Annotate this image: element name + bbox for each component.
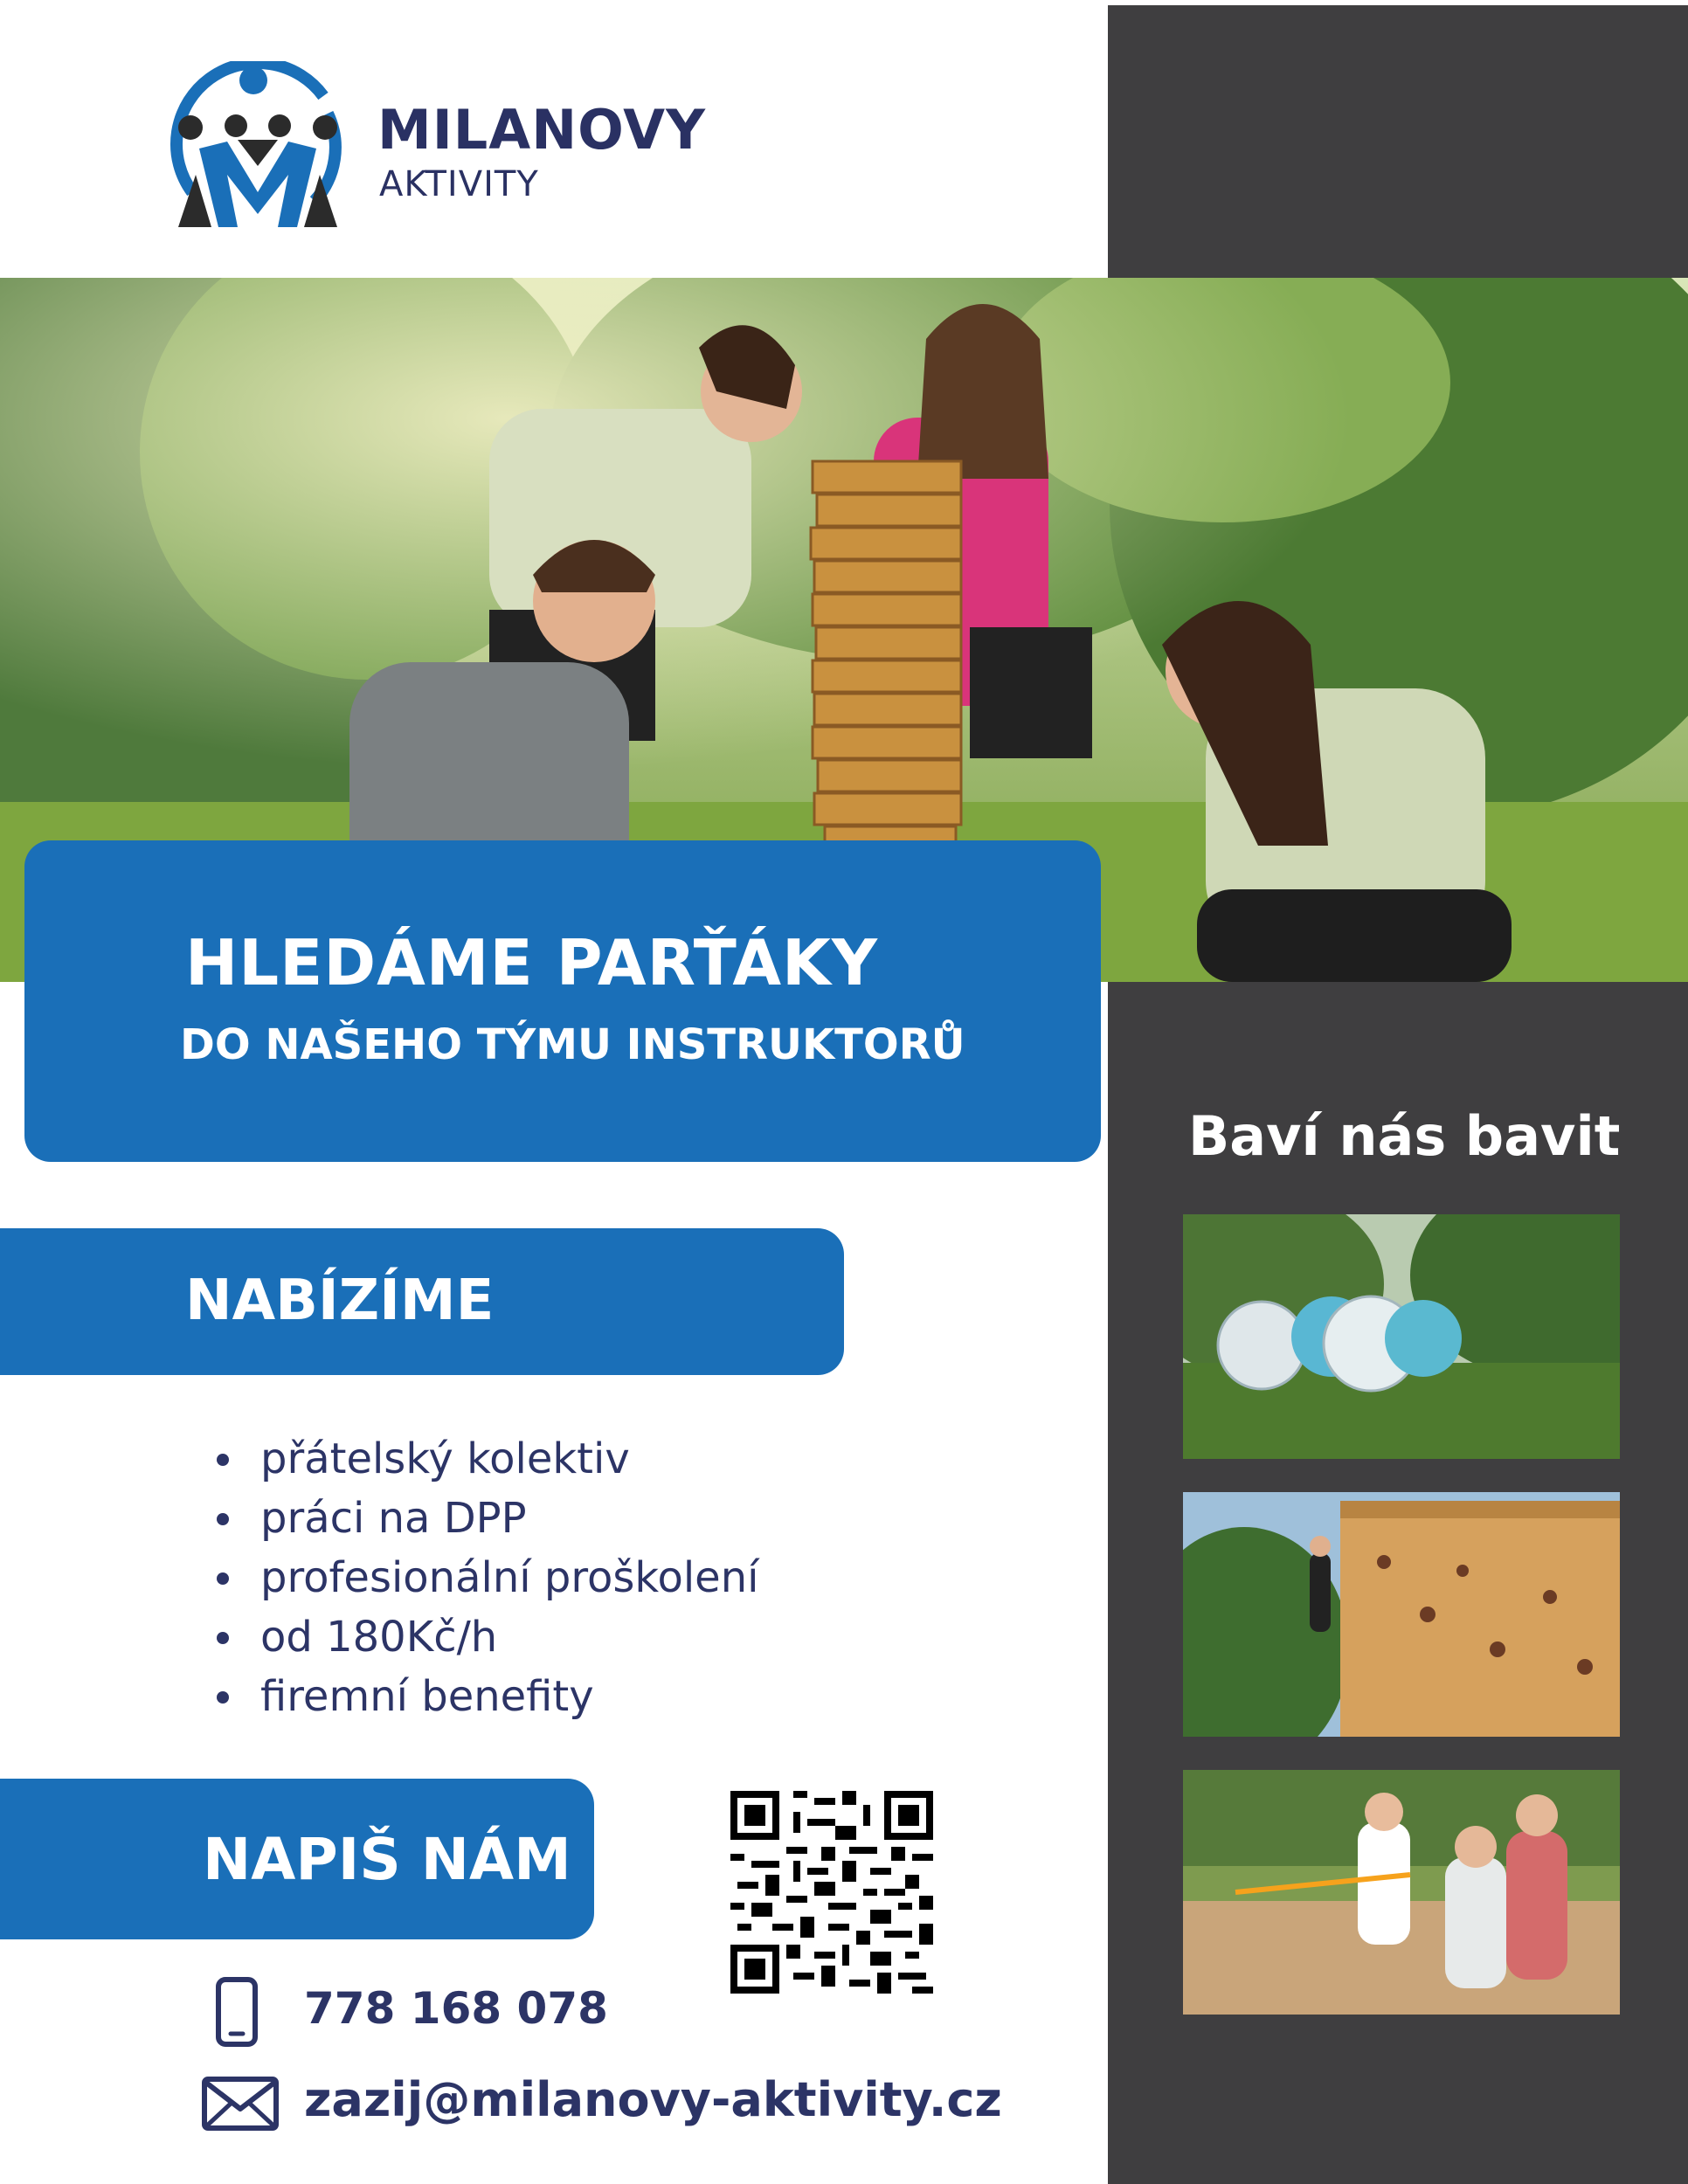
list-item [213,1429,758,1489]
brand-name: MILANOVY [377,98,707,162]
benefit-text: od 180Kč/h [260,1613,498,1662]
bullet-icon [217,1632,229,1644]
headline-subtitle: DO NAŠEHO TÝMU INSTRUKTORŮ [180,1020,965,1069]
list-item [213,1607,758,1667]
list-item [213,1667,758,1726]
contact-title: NAPIŠ NÁM [203,1826,571,1893]
brand-subname: AKTIVITY [379,164,539,204]
archery-photo [1183,1770,1620,2015]
climbing-wall-photo [1183,1492,1620,1737]
benefit-text: firemní benefity [260,1672,594,1721]
people-circle-logo-icon [166,61,349,236]
list-item [213,1489,758,1548]
email-link[interactable]: zazij@milanovy-aktivity.cz [304,2072,1002,2127]
benefit-text: přátelský kolektiv [260,1434,630,1483]
benefit-text: profesionální proškolení [260,1553,759,1602]
bullet-icon [217,1513,229,1525]
list-item [213,1548,758,1607]
headline-title: HLEDÁME PARŤÁKY [185,926,878,999]
bullet-icon [217,1454,229,1466]
headline-banner [24,840,1101,1162]
benefit-text: práci na DPP [260,1494,527,1543]
bubble-football-photo [1183,1214,1620,1459]
benefits-list [213,1429,758,1726]
phone-link[interactable]: 778 168 078 [304,1983,608,2034]
envelope-icon [201,2076,280,2132]
bullet-icon [217,1691,229,1704]
qr-code-icon[interactable] [730,1791,933,1994]
sidebar-heading: Baví nás bavit [1188,1104,1621,1168]
offer-title: NABÍZÍME [185,1268,495,1333]
bullet-icon [217,1572,229,1585]
phone-icon [215,1976,259,2048]
